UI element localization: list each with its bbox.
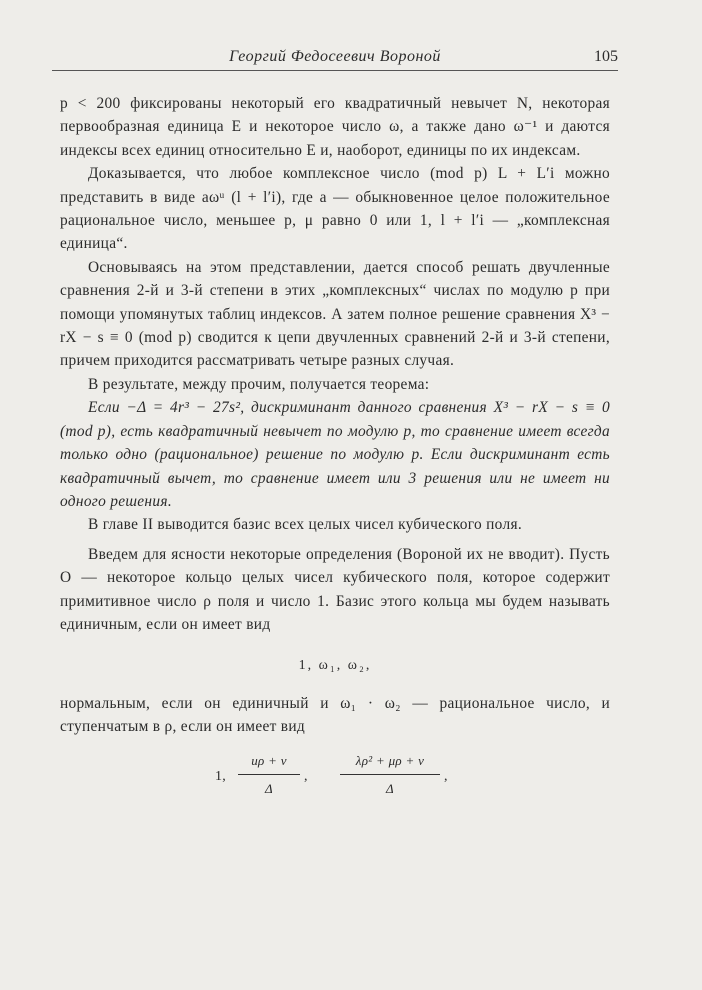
formula-unit-basis: 1, ω₁, ω₂, xyxy=(298,658,372,674)
paragraph-7: нормальным, если он единичный и ω₁ · ω₂ — рациональное число, и ступенчатым в ρ, если он имеет вид xyxy=(60,694,610,736)
fraction-1 xyxy=(238,749,300,801)
fraction-1-numerator: uρ + v xyxy=(238,749,300,775)
formula-comma-end: , xyxy=(444,768,448,784)
page-number: 105 xyxy=(594,48,618,65)
page-header xyxy=(52,44,618,71)
paragraph-1: p < 200 фиксированы некоторый его квадратичный невычет N, некоторая первообразная единица E и некоторое число ω, а также дано ω⁻¹ и даются индексы всех единиц относительно E и, наоборот, единицы по их индексам. xyxy=(60,95,610,159)
fraction-2 xyxy=(340,749,440,801)
paragraph-5: В главе II выводится базис всех целых чисел кубического поля. xyxy=(88,516,522,534)
paragraph-6: Введем для ясности некоторые определения (Вороной их не вводит). Пусть O — некоторое кольцо целых чисел кубического поля, которое содержит примитивное число ρ поля и число 1. Базис этого кольца мы будем называть единичным, если он имеет вид xyxy=(60,545,610,633)
fraction-2-numerator: λρ² + μρ + ν xyxy=(340,749,440,775)
running-head: Георгий Федосеевич Вороной xyxy=(229,48,441,65)
theorem-text: Если −Δ = 4r³ − 27s², дискриминант данного сравнения X³ − rX − s ≡ 0 (mod p), есть квадратичный невычет по модулю p, то сравнение имеет всегда только одно (рациональное) решение по модулю p. Если дискриминант есть квадратичный вычет, то сравнение имеет или 3 решения или не имеет ни одного решения. xyxy=(60,399,610,510)
fraction-1-denominator: Δ xyxy=(265,780,273,796)
page-body xyxy=(60,92,610,805)
fraction-2-denominator: Δ xyxy=(386,780,394,796)
formula-term-one: 1, xyxy=(215,768,227,784)
paragraph-4: В результате, между прочим, получается теорема: xyxy=(88,375,430,393)
paragraph-3: Основываясь на этом представлении, дается способ решать двучленные сравнения 2-й и 3-й степени в этих „комплексных“ числах по модулю p при помощи упомянутых таблиц индексов. А затем полное решение сравнения X³ − rX − s ≡ 0 (mod p) сводится к цепи двучленных сравнений 2-й и 3-й степени, причем приходится рассматривать четыре разных случая. xyxy=(60,258,610,370)
paragraph-2: Доказывается, что любое комплексное число (mod p) L + L′i можно представить в виде aωᵘ (l + l′i), где a — обыкновенное целое положительное рациональное число, меньшее p, μ равно 0 или 1, l + l′i — „комплексная единица“. xyxy=(60,165,610,253)
formula-step-basis xyxy=(60,749,610,805)
formula-comma: , xyxy=(304,768,308,784)
